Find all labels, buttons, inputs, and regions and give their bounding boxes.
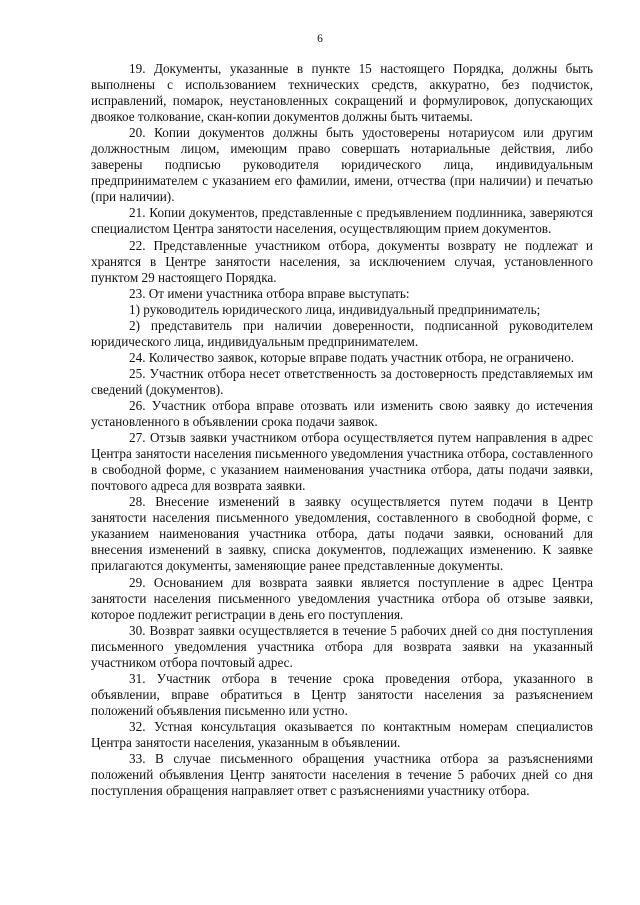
paragraph-26: 26. Участник отбора вправе отозвать или изменить свою заявку до истечения установленного в объявлении срока подачи заявок.: [91, 397, 593, 430]
paragraph-21: 21. Копии документов, представленные с предъявлением подлинника, заверяются специалистом Центра занятости населения, осуществляющим прием документов.: [91, 205, 593, 237]
paragraph-29: 29. Основанием для возврата заявки является поступление в адрес Центра занятости населения письменного уведомления участника отбора об отзыве заявки, которое подлежит регистрации в день его поступления.: [91, 574, 593, 622]
page-number: 6: [317, 33, 323, 45]
paragraph-32: 32. Устная консультация оказывается по контактным номерам специалистов Центра занятости населения, указанным в объявлении.: [91, 718, 593, 750]
paragraph-19: 19. Документы, указанные в пункте 15 настоящего Порядка, должны быть выполнены с использованием технических средств, аккуратно, без подчисток, исправлений, помарок, неустановленных сокращений и формулировок, допускающих двоякое толкование, скан-копии документов должны быть читаемы.: [91, 61, 593, 125]
paragraph-27: 27. Отзыв заявки участником отбора осуществляется путем направления в адрес Центра занятости населения письменного уведомления участника отбора, составленного в свободной форме, с указанием наименования участника отбора, даты подачи заявки, почтового адреса для возврата заявки.: [91, 430, 593, 494]
paragraph-25: 25. Участник отбора несет ответственность за достоверность представляемых им сведений (документов).: [91, 365, 593, 397]
paragraph-28: 28. Внесение изменений в заявку осуществляется путем подачи в Центр занятости населения письменного уведомления, составленного в свободной форме, с указанием наименования участника отбора, даты подачи заявки, оснований для внесения изменений в заявку, списка документов, подлежащих изменению. К заявке прилагаются документы, заменяющие ранее представленные документы.: [91, 494, 593, 574]
paragraph-23-item-1: 1) руководитель юридического лица, индивидуальный предприниматель;: [129, 301, 541, 317]
paragraph-23-item-2: 2) представитель при наличии доверенности, подписанной руководителем юридического лица, индивидуальным предпринимателем.: [91, 317, 593, 349]
paragraph-20: 20. Копии документов должны быть удостоверены нотариусом или другим должностным лицом, имеющим право совершать нотариальные действия, либо заверены подписью руководителя юридического лица, индивидуальным предпринимателем с указанием его фамилии, имени, отчества (при наличии) и печатью (при наличии).: [91, 125, 593, 205]
paragraph-33: 33. В случае письменного обращения участника отбора за разъяснениями положений объявления Центр занятости населения в течение 5 рабочих дней со дня поступления обращения направляет ответ с разъяснениями участнику отбора.: [91, 751, 593, 799]
paragraph-24: 24. Количество заявок, которые вправе подать участник отбора, не ограничено.: [129, 349, 575, 365]
paragraph-31: 31. Участник отбора в течение срока проведения отбора, указанного в объявлении, вправе обратиться в Центр занятости населения за разъяснением положений объявления письменно или устно.: [91, 670, 593, 718]
paragraph-23: 23. От имени участника отбора вправе выступать:: [129, 285, 410, 301]
paragraph-22: 22. Представленные участником отбора, документы возврату не подлежат и хранятся в Центре занятости населения, за исключением случая, установленного пунктом 29 настоящего Порядка.: [91, 237, 593, 285]
paragraph-30: 30. Возврат заявки осуществляется в течение 5 рабочих дней со дня поступления письменного уведомления участника отбора для возврата заявки на указанный участником отбора почтовый адрес.: [91, 622, 593, 670]
document-body: [91, 61, 593, 799]
